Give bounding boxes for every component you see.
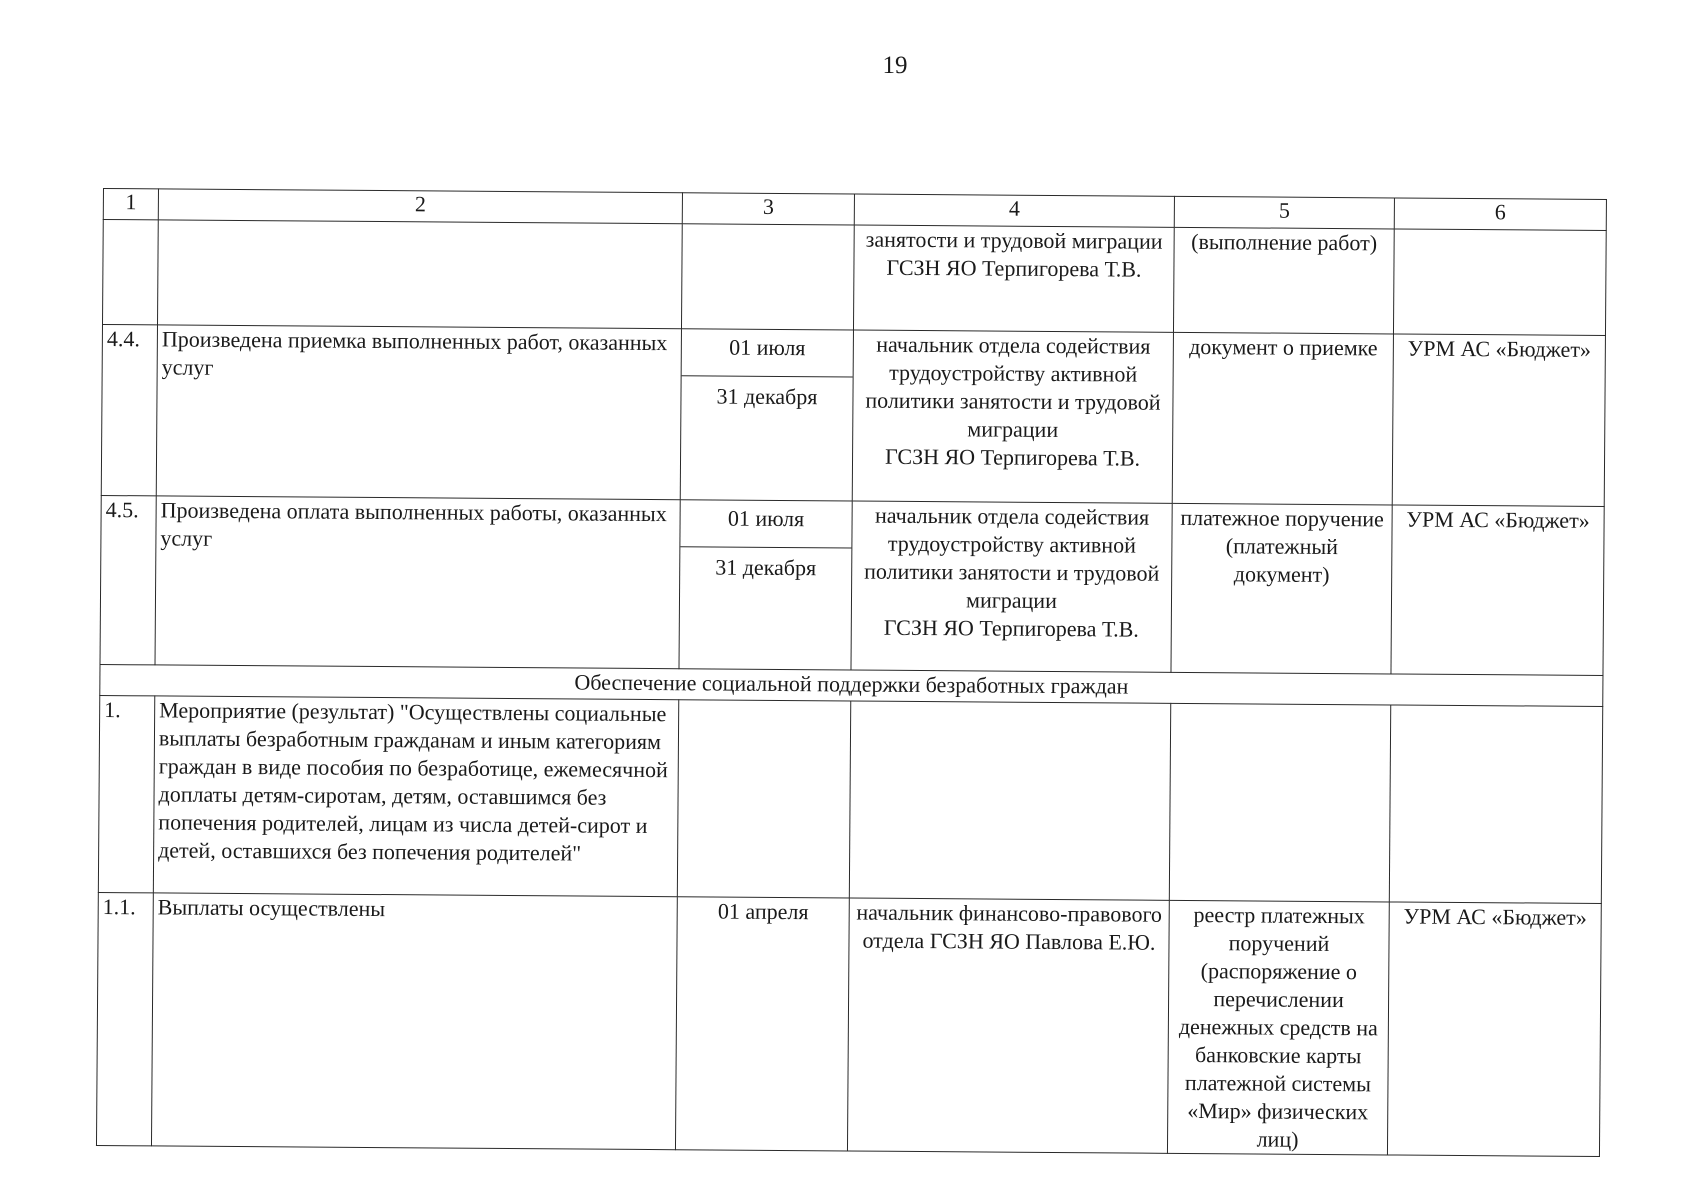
header-col-6: 6	[1394, 198, 1606, 231]
section-title: Обеспечение социальной поддержки безработных граждан	[100, 664, 1603, 706]
row-system: УРМ АС «Бюджет»	[1387, 902, 1601, 1157]
row-system: УРМ АС «Бюджет»	[1391, 505, 1604, 676]
table-row-continuation	[102, 220, 1606, 336]
row-responsible: начальник отдела содействия трудоустройству активной политики занятости и трудовой миграции ГСЗН ЯО Терпигорева Т.В.	[851, 501, 1172, 672]
row-date: 01 апреля	[675, 897, 849, 1151]
row-document: документ о приемке	[1172, 332, 1393, 505]
table-row-4-4	[101, 325, 1605, 507]
row-responsible: занятости и трудовой миграции ГСЗН ЯО Терпигорева Т.В.	[853, 225, 1174, 332]
date-end: 31 декабря	[716, 383, 818, 410]
row-number: 1.1.	[96, 892, 153, 1145]
row-title: Мероприятие (результат) "Осуществлены социальные выплаты безработным гражданам и иным категориям граждан в виде пособия по безработице, ежемесячной доплаты детям-сиротам, детям, оставшимся без попечения родителей, лицам из числа детей-сирот и детей, оставшихся без попечения родителей"	[153, 696, 678, 897]
row-document: реестр платежных поручений (распоряжение о перечислении денежных средств на банковские карты платежной системы «Мир» физических лиц)	[1167, 900, 1389, 1155]
date-end: 31 декабря	[715, 554, 817, 581]
header-col-1: 1	[103, 189, 158, 220]
date-start: 01 июля	[682, 329, 853, 377]
row-responsible: начальник финансово-правового отдела ГСЗН ЯО Павлова Е.Ю.	[847, 898, 1169, 1153]
row-document	[1169, 703, 1390, 902]
plan-table	[96, 188, 1607, 1157]
row-system: УРМ АС «Бюджет»	[1392, 334, 1605, 507]
row-responsible: начальник отдела содействия трудоустройству активной политики занятости и трудовой миграции ГСЗН ЯО Терпигорева Т.В.	[852, 330, 1173, 503]
row-system	[1389, 705, 1602, 904]
date-start: 01 июля	[680, 500, 851, 548]
row-date	[680, 329, 853, 501]
row-date	[681, 224, 854, 330]
row-document: платежное поручение (платежный документ)	[1171, 503, 1392, 674]
table-row-4-5	[100, 495, 1604, 675]
row-date	[677, 700, 850, 898]
header-col-4: 4	[854, 194, 1174, 227]
page-number: 19	[882, 52, 908, 79]
row-title	[157, 220, 682, 329]
row-number	[102, 220, 158, 325]
row-title: Произведена оплата выполненных работы, оказанных услуг	[155, 496, 680, 669]
header-col-2: 2	[158, 189, 682, 224]
row-date	[679, 500, 852, 670]
row-number: 1.	[98, 695, 154, 892]
row-title: Выплаты осуществлены	[151, 893, 677, 1150]
row-document: (выполнение работ)	[1173, 227, 1394, 334]
table-row-1-1	[96, 892, 1601, 1156]
row-system	[1393, 229, 1606, 336]
row-number: 4.5.	[100, 495, 156, 664]
table-row-1	[98, 695, 1602, 903]
header-col-5: 5	[1174, 196, 1394, 229]
row-responsible	[849, 701, 1170, 900]
header-col-3: 3	[682, 193, 854, 225]
row-title: Произведена приемка выполненных работ, оказанных услуг	[156, 325, 681, 500]
row-number: 4.4.	[101, 325, 157, 496]
